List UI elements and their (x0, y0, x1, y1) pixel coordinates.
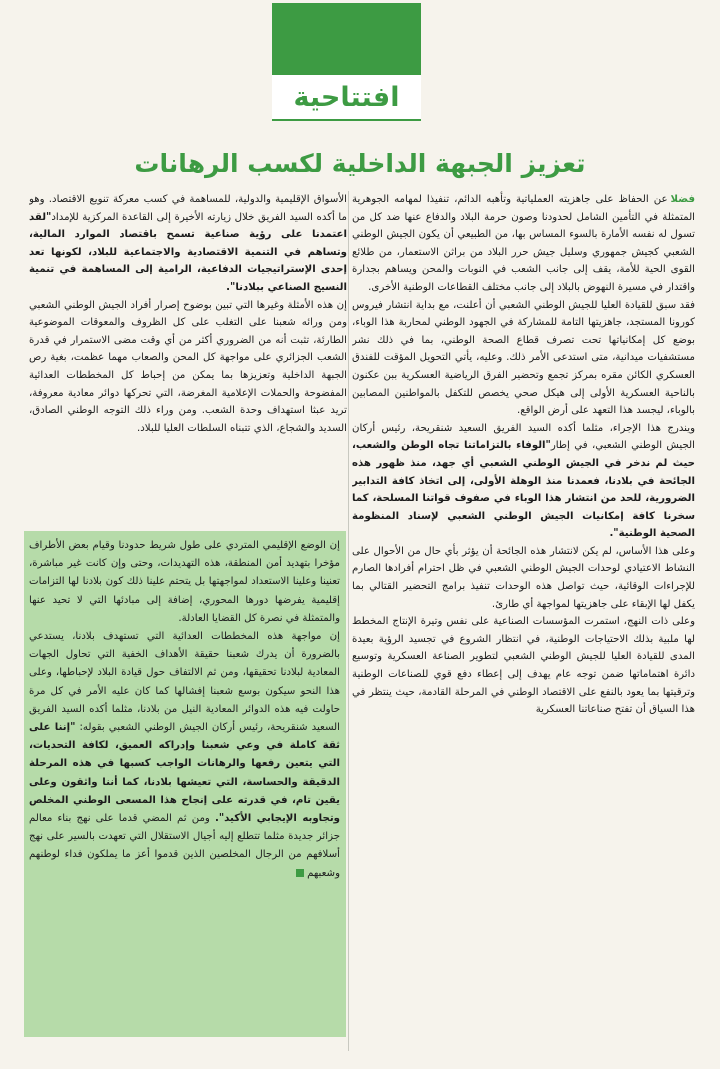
paragraph: ويندرج هذا الإجراء، مثلما أكده السيد الفريق السعيد شنقريحة، رئيس أركان الجيش الوطني الشعبي، في إطار"الوفاء بالتزاماتنا تجاه الوطن والشعب، حيث لم ندخر في الجيش الوطني الشعبي أي جهد، منذ ظهور هذه الجائحة في بلادنا، فعمدنا منذ الوهلة الأولى، إلى اتخاذ كافة التدابير الضرورية، للحد من انتشار هذا الوباء في صفوف قواتنا المسلحة، كما سخرنا كافة إمكانيات الجيش الوطني الشعبي لإسناد المنظومة الصحية الوطنية". (352, 422, 695, 540)
section-label-band (272, 75, 421, 119)
paragraph: فقد سبق للقيادة العليا للجيش الوطني الشعبي أن أعلنت، مع بداية انتشار فيروس كورونا المستجد، جاهزيتها التامة للمشاركة في الجهود الوطني لمحاربة هذا الوباء، بوضع كل إمكانياتها تحت تصرف قطاع الصحة الوطني، بما في ذلك نشر مستشفيات ميدانية، متى استدعى الأمر ذلك. وعليه، يأتي التحويل المؤقت للفندق العسكري الكائن مقره بمركز تجمع وتحضير الفرق الرياضية العسكرية ببن عكنون بالناحية العسكرية الأولى إلى هيكل صحي يخصص للتكفل بالمواطنين المصابين بالوباء، ليجسد هذا التعهد على أرض الواقع. (352, 299, 695, 417)
article-headline: تعزيز الجبهة الداخلية لكسب الرهانات (134, 149, 586, 178)
end-mark-icon (296, 869, 304, 877)
section-masthead (272, 3, 421, 121)
paragraph: فضلاعن الحفاظ على جاهزيته العملياتية وتأهبه الدائم، تنفيذا لمهامه الجوهرية المتمثلة في التأمين الشامل لحدودنا وصون حرمة البلاد والدفاع عنها ضد كل من تسول له نفسه الأمارة بالسوء المساس بها، من الطبيعي أن يكون الجيش الوطني الشعبي كجيش جمهوري وسليل جيش حرر البلاد من براثن الاستعمار، من طلائع القوى الحية للأمة، يقف إلى جانب الشعب في النوبات والمحن ويساهم بجدارة واقتدار في مسيرة النهوض بالبلاد إلى جانب مختلف القطاعات الوطنية الأخرى. (352, 194, 695, 293)
paragraph: إن هذه الأمثلة وغيرها التي تبين بوضوح إصرار أفراد الجيش الوطني الشعبي ومن ورائه شعبنا على التغلب على كل الظروف والمعوقات الموضوعية الطارئة، تثبت أنه من الضروري أكثر من أي وقت مضى الاستمرار في قدرة الشعب الجزائري على مواجهة كل المحن والصعاب مهما عظمت، بغية رص الجبهة الداخلية وتعزيزها بما يمكن من إحباط كل المخططات العدائية المفضوحة والحملات الإعلامية المغرضة، التي تحركها دوائر معادية معروفة، تريد عبثا استهداف وحدة الشعب. ومن وراء ذلك التوجه الوطني الصادق، السديد والشجاع، الذي تتبناه السلطات العليا للبلاد. (29, 299, 347, 434)
article-column-right (352, 191, 695, 1061)
section-label: افتتاحية (293, 81, 400, 113)
quote: "إننا على ثقة كاملة في وعي شعبنا وإدراكه العميق، لكافة التحديات، التي يتعين رفعها والرهانات الواجب كسبها في هذه المرحلة الدقيقة والحساسة، التي تعيشها بلادنا، كما أننا واثقون وعلى يقين تام، في قدرته على إنجاح هذا المسعى الوطني المخلص وتجاوبه الإيجابي الأكيد". (29, 722, 340, 825)
paragraph: وعلى هذا الأساس، لم يكن لانتشار هذه الجائحة أن يؤثر بأي حال من الأحوال على النشاط الاعتيادي لوحدات الجيش الوطني الشعبي في ظل احترام أفرادها الصارم للإجراءات الوقائية، حيث تواصل هذه الوحدات تنفيذ برامج التحضير القتالي بما يكفل لها الإبقاء على جاهزيتها لمواجهة أي طارئ. (352, 545, 695, 610)
article-column-left (29, 191, 347, 531)
paragraph: إن الوضع الإقليمي المتردي على طول شريط حدودنا وقيام بعض الأطراف مؤخرا بتهديد أمن المنطقة، هذه التهديدات، وحتى وإن كانت غير مباشرة، تعنينا وعلينا الاستعداد لمواجهتها بل يتحتم علينا ذلك كون بلادنا لها التزامات إقليمية يفرضها دورها المحوري، إضافة إلى مبادئها التي لا تحيد عنها والمتمثلة في نصرة كل القضايا العادلة. (29, 540, 340, 624)
paragraph: الأسواق الإقليمية والدولية، للمساهمة في كسب معركة تنويع الاقتصاد. وهو ما أكده السيد الفريق خلال زيارته الأخيرة إلى القاعدة المركزية للإمداد"لقد اعتمدنا على رؤية صناعية تسمح باقتصاد الموارد المالية، وتساهم في التنمية الاقتصادية والاجتماعية للبلاد، لكونها تعد إحدى الإستراتيجيات الدفاعية، الرامية إلى المساهمة في تنمية النسيج الصناعي ببلادنا". (29, 194, 347, 293)
quote: "الوفاء بالتزاماتنا تجاه الوطن والشعب، حيث لم ندخر في الجيش الوطني الشعبي أي جهد، منذ ظهور هذه الجائحة في بلادنا، فعمدنا منذ الوهلة الأولى، إلى اتخاذ كافة التدابير الضرورية، للحد من انتشار هذا الوباء في صفوف قواتنا المسلحة، كما سخرنا كافة إمكانيات الجيش الوطني الشعبي لإسناد المنظومة الصحية الوطنية". (352, 440, 695, 540)
lead-word: فضلا (670, 194, 695, 205)
column-divider (348, 191, 349, 1051)
highlight-box (24, 531, 346, 1037)
quote: "لقد اعتمدنا على رؤية صناعية تسمح باقتصاد الموارد المالية، وتساهم في التنمية الاقتصادية والاجتماعية للبلاد، لكونها تعد إحدى الإستراتيجيات الدفاعية، الرامية إلى المساهمة في تنمية النسيج الصناعي ببلادنا". (29, 211, 347, 293)
paragraph: إن مواجهة هذه المخططات العدائية التي تستهدف بلادنا، يستدعي بالضرورة أن يدرك شعبنا حقيقة الأهداف الخفية التي تحاول الجهات المعادية لبلادنا تحقيقها، ومن ثم الالتفاف حول قيادة البلاد لإحباطها، وعلى هذا النحو سيكون بوسع شعبنا إفشالها كما كان عليه الأمر في كل مرة حاولت فيه هذه الدوائر المعادية النيل من بلادنا، مثلما أكده السيد الفريق السعيد شنقريحة، رئيس أركان الجيش الوطني الشعبي بقوله: "إننا على ثقة كاملة في وعي شعبنا وإدراكه العميق، لكافة التحديات، التي يتعين رفعها والرهانات الواجب كسبها في هذه المرحلة الدقيقة والحساسة، التي تعيشها بلادنا، كما أننا واثقون وعلى يقين تام، في قدرته على إنجاح هذا المسعى الوطني المخلص وتجاوبه الإيجابي الأكيد". ومن ثم المضي قدما على نهج بناء معالم جزائر جديدة مثلما تتطلع إليه أجيال الاستقلال التي تعهدت بالسير على نهج أسلافهم من الرجال المخلصين الذين قدموا أعز ما يملكون فداء لوطنهم وشعبهم (29, 631, 340, 879)
paragraph: وعلى ذات النهج، استمرت المؤسسات الصناعية على نفس وتيرة الإنتاج المخطط لها ملبية بذلك الاحتياجات الوطنية، في انتظار الشروع في تجسيد الرؤية بعيدة المدى للقيادة العليا للجيش الوطني الشعبي لتطوير الصناعة العسكرية وتوسيع دائرة اهتماماتها ضمن توجه عام يهدف إلى إعطاء دفع قوي للصناعات الوطنية وترقيتها بما يعود بالنفع على الاقتصاد الوطني في المرحلة القادمة، حيث ينتظر في هذا السياق أن تفتح صناعاتنا العسكرية (352, 616, 695, 716)
